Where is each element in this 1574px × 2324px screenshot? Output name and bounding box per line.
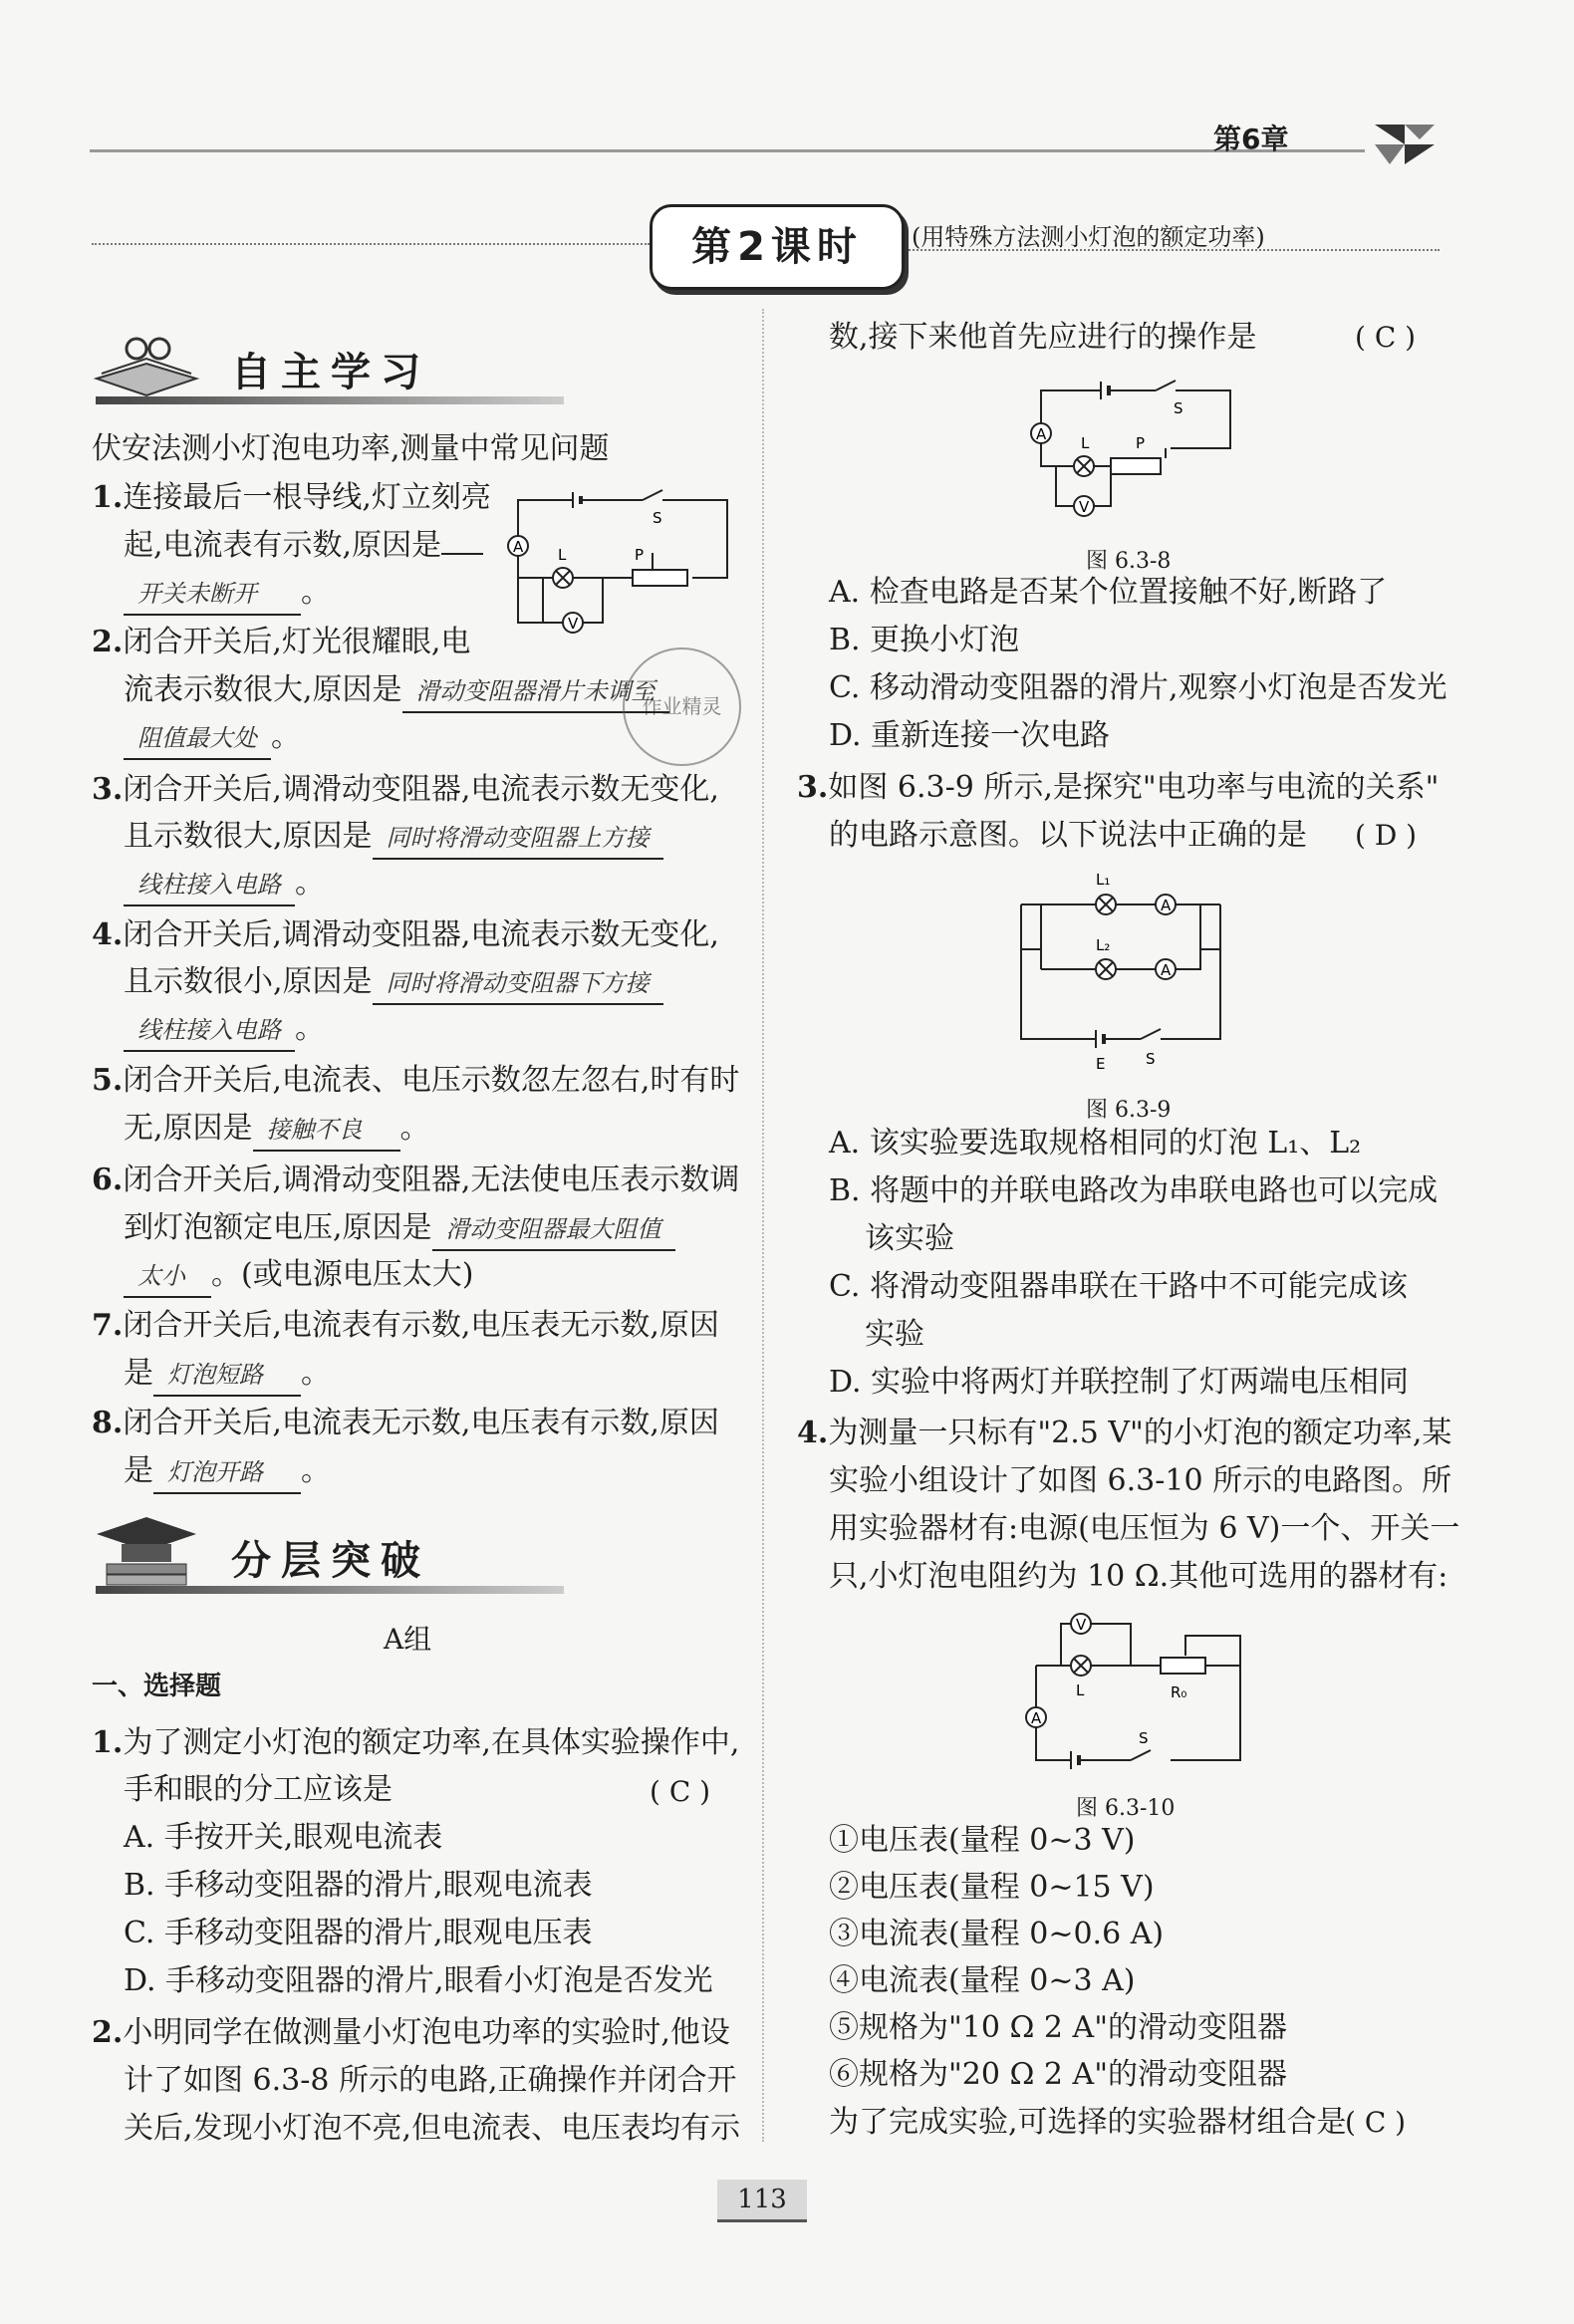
ammeter2-label: A bbox=[1161, 961, 1172, 979]
question-text: 小明同学在做测量小灯泡电功率的实验时,他设 bbox=[123, 2015, 730, 2050]
q4-last-line: 为了完成实验,可选择的实验器材组合是 bbox=[829, 2105, 1347, 2140]
answer-handwritten: 滑动变阻器最大阻值 bbox=[432, 1209, 675, 1251]
q1-line2: 手和眼的分工应该是 bbox=[124, 1772, 393, 1807]
q4-option-1: ①电压表(量程 0~3 V) bbox=[829, 1823, 1136, 1858]
q1-option-a: A. 手按开关,眼观电流表 bbox=[124, 1820, 443, 1855]
item-6-line2 bbox=[124, 1205, 675, 1251]
q4-line2: 实验小组设计了如图 6.3-10 所示的电路图。所 bbox=[829, 1463, 1452, 1498]
voltmeter-label: V bbox=[1076, 1616, 1087, 1634]
lesson-badge bbox=[650, 204, 905, 290]
item-num: 1. bbox=[92, 480, 124, 515]
question-num: 4. bbox=[797, 1416, 829, 1450]
item-6 bbox=[92, 1158, 739, 1203]
stamp-text: 作业精灵 bbox=[642, 694, 722, 718]
slider-label: P bbox=[1136, 434, 1146, 452]
circuit-figure-6-3-9 bbox=[1006, 865, 1235, 1084]
item-2-line3 bbox=[124, 714, 301, 760]
q4-line4: 只,小灯泡电阻约为 10 Ω.其他可选用的器材有: bbox=[829, 1559, 1448, 1594]
question-num: 2. bbox=[92, 2015, 124, 2050]
q2-line4: 数,接下来他首先应进行的操作是 bbox=[829, 320, 1257, 355]
item-num: 2. bbox=[92, 625, 124, 659]
q3-answer: ( D ) bbox=[1355, 819, 1418, 852]
q2-option-d: D. 重新连接一次电路 bbox=[829, 718, 1111, 753]
layered-title: 分层突破 bbox=[231, 1538, 430, 1584]
q2-line3: 关后,发现小灯泡不亮,但电流表、电压表均有示 bbox=[124, 2111, 741, 2146]
answer-handwritten: 阻值最大处 bbox=[124, 718, 271, 760]
item-end: 。 bbox=[399, 1111, 430, 1146]
item-1-line2 bbox=[124, 523, 483, 569]
circuit-figure-6-3-8 bbox=[1016, 379, 1245, 538]
answer-handwritten: 滑动变阻器滑片未调至 bbox=[402, 671, 669, 713]
q3 bbox=[797, 765, 1439, 811]
q4-option-2: ②电压表(量程 0~15 V) bbox=[829, 1870, 1155, 1905]
item-text: 起,电流表有示数,原因是 bbox=[124, 528, 442, 563]
item-6-line3 bbox=[124, 1252, 473, 1298]
item-text: 连接最后一根导线,灯立刻亮 bbox=[123, 480, 491, 515]
answer-handwritten: 开关未断开 bbox=[124, 574, 301, 616]
q4 bbox=[797, 1411, 1451, 1456]
answer-handwritten: 同时将滑动变阻器上方接 bbox=[373, 818, 663, 860]
lesson-subtitle: (用特殊方法测小灯泡的额定功率) bbox=[912, 223, 1265, 251]
item-num: 8. bbox=[92, 1406, 124, 1440]
item-end: 。 bbox=[295, 866, 325, 901]
q2-option-a: A. 检查电路是否某个位置接触不好,断路了 bbox=[829, 575, 1388, 610]
q2 bbox=[92, 2010, 730, 2056]
ammeter-label: A bbox=[513, 538, 524, 556]
q3-option-b-cont: 该实验 bbox=[865, 1221, 954, 1256]
answer-handwritten: 接触不良 bbox=[253, 1110, 400, 1152]
q4-answer: ( C ) bbox=[1345, 2106, 1407, 2139]
switch-label: S bbox=[1146, 1050, 1156, 1068]
q3-option-b: B. 将题中的并联电路改为串联电路也可以完成 bbox=[829, 1173, 1439, 1208]
graduation-cap-icon bbox=[92, 1509, 201, 1594]
q1 bbox=[92, 1720, 739, 1766]
item-text: 闭合开关后,调滑动变阻器,电流表示数无变化, bbox=[123, 917, 719, 952]
lamp-label: L bbox=[1081, 434, 1090, 452]
item-end: 。 bbox=[301, 1356, 331, 1391]
lamp-label: L bbox=[1076, 1681, 1085, 1699]
lesson-title: 第2课时 bbox=[691, 224, 863, 270]
answer-handwritten: 线柱接入电路 bbox=[124, 865, 295, 906]
question-type: 一、选择题 bbox=[92, 1672, 222, 1701]
answer-handwritten: 同时将滑动变阻器下方接 bbox=[373, 963, 663, 1005]
question-text: 如图 6.3-9 所示,是探究"电功率与电流的关系" bbox=[828, 770, 1440, 805]
voltmeter-label: V bbox=[1079, 498, 1090, 516]
question-text: 为了测定小灯泡的额定功率,在具体实验操作中, bbox=[123, 1725, 740, 1760]
q2-option-b: B. 更换小灯泡 bbox=[829, 623, 1020, 657]
item-8 bbox=[92, 1401, 719, 1446]
answer-handwritten: 灯泡开路 bbox=[153, 1452, 301, 1494]
question-num: 3. bbox=[797, 770, 829, 805]
book-icon bbox=[92, 324, 201, 403]
q4-option-6: ⑥规格为"20 Ω 2 A"的滑动变阻器 bbox=[829, 2057, 1288, 2092]
q3-option-a: A. 该实验要选取规格相同的灯泡 L₁、L₂ bbox=[829, 1126, 1362, 1161]
figure-caption-6-3-9: 图 6.3-9 bbox=[1086, 1098, 1172, 1123]
layered-bar bbox=[96, 1586, 564, 1594]
item-text: 闭合开关后,调滑动变阻器,无法使电压表示数调 bbox=[123, 1162, 740, 1197]
item-text: 闭合开关后,调滑动变阻器,电流表示数无变化, bbox=[123, 772, 719, 807]
item-num: 3. bbox=[92, 772, 124, 807]
switch-label: S bbox=[1174, 399, 1183, 417]
item-4-line3 bbox=[124, 1006, 325, 1052]
item-text: 闭合开关后,电流表无示数,电压表有示数,原因 bbox=[123, 1406, 719, 1440]
item-end: 。(或电源电压太大) bbox=[211, 1257, 474, 1292]
answer-blank bbox=[441, 553, 483, 555]
q2-option-c: C. 移动滑动变阻器的滑片,观察小灯泡是否发光 bbox=[829, 670, 1447, 705]
self-study-title: 自主学习 bbox=[231, 350, 430, 395]
q1-option-c: C. 手移动变阻器的滑片,眼观电压表 bbox=[124, 1916, 593, 1950]
figure-caption-6-3-8: 图 6.3-8 bbox=[1086, 549, 1172, 574]
answer-handwritten: 灯泡短路 bbox=[153, 1355, 301, 1397]
item-5 bbox=[92, 1058, 739, 1104]
battery-label: E bbox=[1096, 1055, 1106, 1073]
item-text: 无,原因是 bbox=[124, 1111, 253, 1146]
q2-line2: 计了如图 6.3-8 所示的电路,正确操作并闭合开 bbox=[124, 2063, 737, 2098]
lamp1-label: L₁ bbox=[1096, 871, 1111, 889]
ammeter-label: A bbox=[1031, 1709, 1042, 1727]
q1-answer: ( C ) bbox=[650, 1775, 711, 1808]
self-study-intro: 伏安法测小灯泡电功率,测量中常见问题 bbox=[92, 431, 610, 466]
group-label: A组 bbox=[384, 1623, 432, 1656]
q3-option-c: C. 将滑动变阻器串联在干路中不可能完成该 bbox=[829, 1269, 1408, 1304]
item-text: 是 bbox=[124, 1453, 153, 1488]
item-num: 5. bbox=[92, 1063, 124, 1098]
item-text: 流表示数很大,原因是 bbox=[124, 672, 402, 707]
answer-handwritten: 太小 bbox=[124, 1256, 211, 1298]
item-2 bbox=[92, 620, 470, 665]
item-text: 闭合开关后,灯光很耀眼,电 bbox=[123, 625, 471, 659]
item-num: 7. bbox=[92, 1308, 124, 1343]
item-end: 。 bbox=[301, 1453, 331, 1488]
item-3-line2 bbox=[124, 814, 663, 860]
item-num: 6. bbox=[92, 1162, 124, 1197]
item-4-line2 bbox=[124, 959, 663, 1005]
item-3-line3 bbox=[124, 861, 325, 906]
item-5-line2 bbox=[124, 1106, 430, 1152]
item-text: 且示数很大,原因是 bbox=[124, 819, 373, 854]
item-end: 。 bbox=[295, 1011, 325, 1046]
q4-line3: 用实验器材有:电源(电压恒为 6 V)一个、开关一 bbox=[829, 1511, 1460, 1546]
question-num: 1. bbox=[92, 1725, 124, 1760]
item-text: 闭合开关后,电流表、电压示数忽左忽右,时有时 bbox=[123, 1063, 740, 1098]
item-1-line3 bbox=[124, 570, 331, 616]
item-1 bbox=[92, 475, 491, 521]
item-text: 闭合开关后,电流表有示数,电压表无示数,原因 bbox=[123, 1308, 719, 1343]
item-end: 。 bbox=[301, 575, 331, 610]
rheostat-label: R₀ bbox=[1171, 1683, 1187, 1701]
lamp-label: L bbox=[558, 546, 567, 564]
item-num: 4. bbox=[92, 917, 124, 952]
q2-answer: ( C ) bbox=[1355, 321, 1417, 354]
voltmeter-label: V bbox=[568, 615, 579, 633]
switch-label: S bbox=[1139, 1729, 1149, 1747]
item-text: 是 bbox=[124, 1356, 153, 1391]
q4-option-4: ④电流表(量程 0~3 A) bbox=[829, 1963, 1136, 1998]
chapter-label: 第6章 bbox=[1213, 123, 1289, 155]
page-number: 113 bbox=[737, 2185, 787, 2214]
q3-option-c-cont: 实验 bbox=[865, 1317, 924, 1352]
stamp bbox=[623, 647, 741, 766]
circuit-figure-item1 bbox=[503, 488, 742, 638]
q1-option-b: B. 手移动变阻器的滑片,眼观电流表 bbox=[124, 1868, 593, 1903]
column-divider bbox=[762, 309, 764, 2142]
q4-option-3: ③电流表(量程 0~0.6 A) bbox=[829, 1917, 1165, 1951]
switch-label: S bbox=[653, 509, 662, 527]
q3-option-d: D. 实验中将两灯并联控制了灯两端电压相同 bbox=[829, 1365, 1410, 1400]
q1-option-d: D. 手移动变阻器的滑片,眼看小灯泡是否发光 bbox=[124, 1963, 713, 1998]
answer-handwritten: 线柱接入电路 bbox=[124, 1010, 295, 1052]
item-4 bbox=[92, 912, 719, 958]
ammeter-label: A bbox=[1036, 425, 1047, 443]
figure-caption-6-3-10: 图 6.3-10 bbox=[1076, 1796, 1176, 1821]
item-text: 且示数很小,原因是 bbox=[124, 964, 373, 999]
chapter-logo-icon bbox=[1375, 120, 1437, 169]
slider-label: P bbox=[635, 546, 645, 564]
item-8-line2 bbox=[124, 1448, 331, 1494]
item-text: 到灯泡额定电压,原因是 bbox=[124, 1210, 432, 1245]
lamp2-label: L₂ bbox=[1096, 936, 1111, 954]
item-2-line2 bbox=[124, 667, 669, 713]
question-text: 为测量一只标有"2.5 V"的小灯泡的额定功率,某 bbox=[828, 1416, 1452, 1450]
item-end: 。 bbox=[271, 719, 301, 754]
self-study-bar bbox=[96, 396, 564, 404]
q3-line2: 的电路示意图。以下说法中正确的是 bbox=[829, 818, 1307, 853]
q4-option-5: ⑤规格为"10 Ω 2 A"的滑动变阻器 bbox=[829, 2010, 1288, 2045]
item-7 bbox=[92, 1303, 719, 1349]
header-rule bbox=[90, 149, 1365, 152]
item-7-line2 bbox=[124, 1351, 331, 1397]
ammeter1-label: A bbox=[1161, 897, 1172, 914]
page-number-box bbox=[717, 2180, 807, 2222]
circuit-figure-6-3-10 bbox=[1011, 1606, 1270, 1780]
item-3 bbox=[92, 767, 719, 813]
lesson-dotted-line-left bbox=[92, 243, 650, 245]
